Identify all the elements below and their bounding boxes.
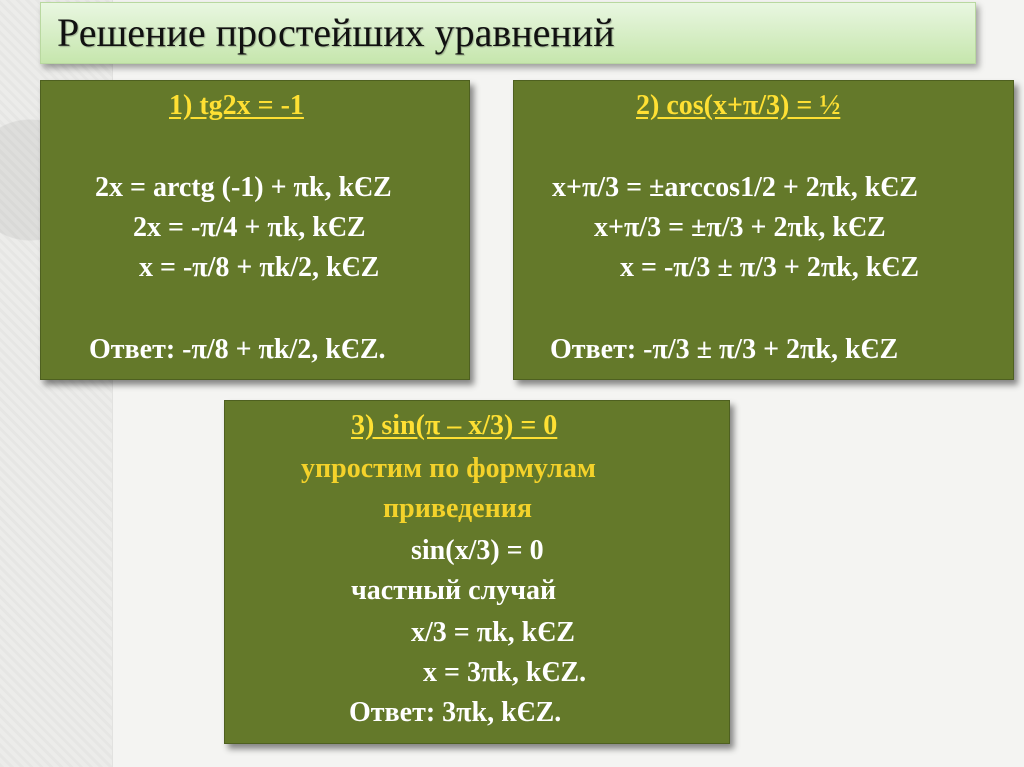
equation-1-answer: Ответ: -π/8 + πk/2, kЄZ. (89, 334, 386, 365)
equation-box-3 (224, 400, 730, 744)
equation-3-step-4: x = 3πk, kЄZ. (423, 657, 587, 688)
slide-title: Решение простейших уравнений (57, 10, 615, 55)
equation-3-step-1: sin(x/3) = 0 (411, 535, 544, 566)
title-bar (40, 2, 976, 64)
equation-3-step-3: x/3 = πk, kЄZ (411, 617, 575, 648)
equation-box-2 (513, 80, 1014, 380)
equation-1-step-1: 2x = arctg (-1) + πk, kЄZ (95, 172, 392, 203)
equation-2-answer: Ответ: -π/3 ± π/3 + 2πk, kЄZ (550, 334, 899, 365)
equation-3-hint-line-2: приведения (383, 493, 533, 524)
equation-3-heading: 3) sin(π – x/3) = 0 (351, 410, 558, 441)
equation-box-1 (40, 80, 470, 380)
equation-3-hint-line-1: упростим по формулам (301, 453, 596, 484)
equation-3-step-2: частный случай (351, 575, 557, 606)
equation-3-answer: Ответ: 3πk, kЄZ. (349, 697, 562, 728)
equation-2-step-1: x+π/3 = ±arccos1/2 + 2πk, kЄZ (552, 172, 918, 203)
equation-1-step-3: x = -π/8 + πk/2, kЄZ (139, 252, 380, 283)
equation-1-step-2: 2x = -π/4 + πk, kЄZ (133, 212, 366, 243)
equation-2-step-2: x+π/3 = ±π/3 + 2πk, kЄZ (594, 212, 886, 243)
equation-2-heading: 2) cos(x+π/3) = ½ (636, 90, 841, 121)
equation-1-heading: 1) tg2x = -1 (169, 90, 304, 121)
equation-2-step-3: x = -π/3 ± π/3 + 2πk, kЄZ (620, 252, 919, 283)
